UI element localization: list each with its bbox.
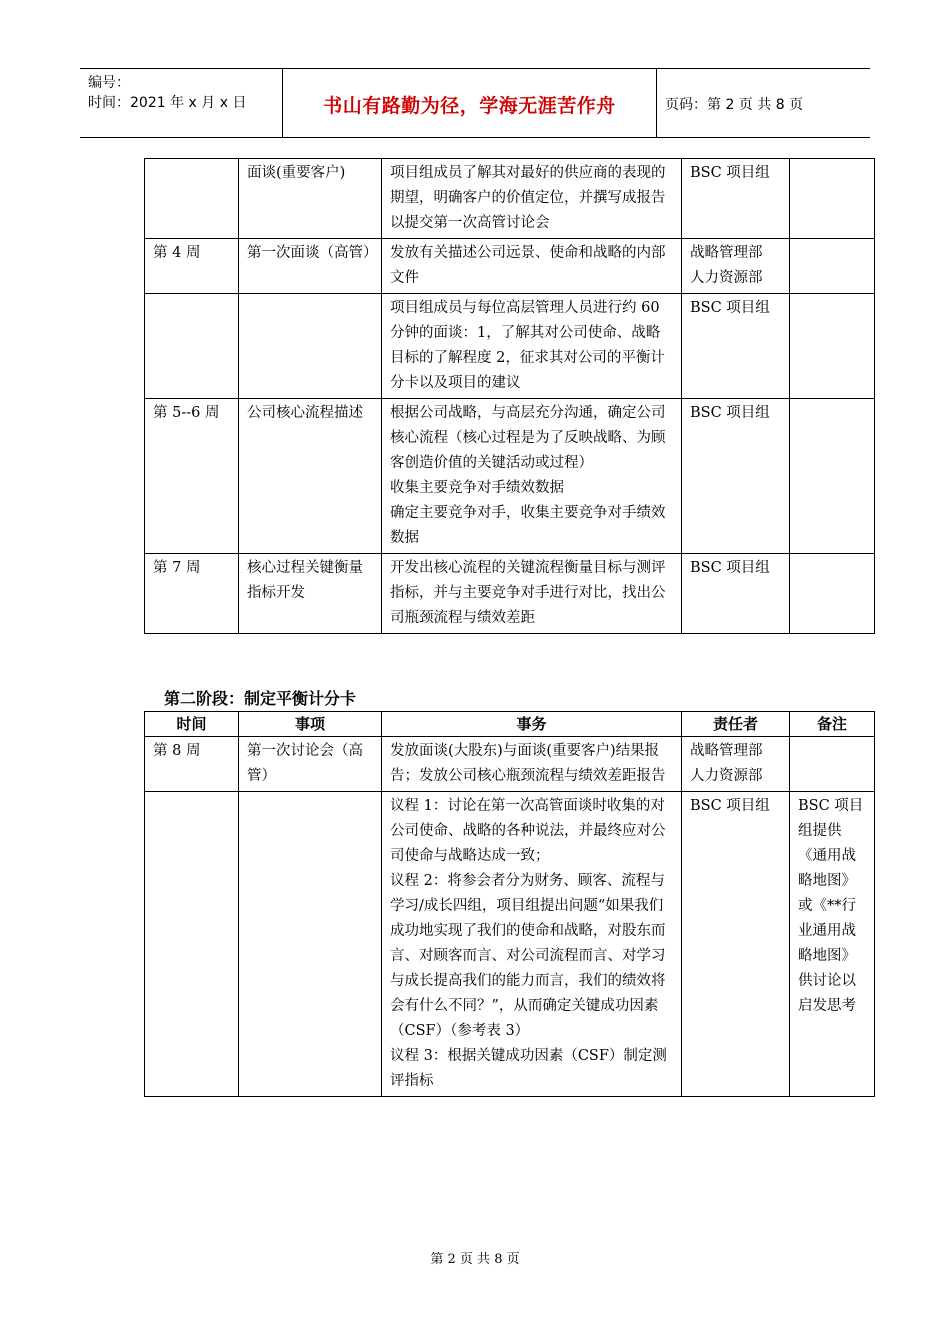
cell-time — [145, 792, 239, 1097]
header-owner: 责任者 — [682, 712, 790, 737]
header-note: 备注 — [790, 712, 875, 737]
header-item: 事项 — [239, 712, 382, 737]
cell-note — [790, 737, 875, 792]
task-line: 议程 1：讨论在第一次高管面谈时收集的对公司使命、战略的各种说法，并最终应对公司使命与战略达成一致； — [390, 798, 666, 864]
cell-item — [239, 792, 382, 1097]
cell-item — [239, 294, 382, 399]
cell-time: 第 8 周 — [145, 737, 239, 792]
cell-item: 核心过程关键衡量指标开发 — [239, 554, 382, 634]
task-line: 发放有关描述公司远景、使命和战略的内部文件 — [390, 245, 666, 286]
cell-owner: BSC 项目组 — [682, 294, 790, 399]
cell-task — [382, 554, 682, 634]
task-line: 议程 3：根据关键成功因素（CSF）制定测评指标 — [390, 1048, 667, 1089]
header-divider — [656, 69, 657, 137]
cell-task — [382, 399, 682, 554]
task-line: 项目组成员与每位高层管理人员进行约 60 分钟的面谈：1，了解其对公司使命、战略目标的了解程度 2，征求其对公司的平衡计分卡以及项目的建议 — [390, 300, 665, 391]
table-row — [145, 792, 875, 1097]
cell-note: BSC 项目组提供《通用战略地图》或《**行业通用战略地图》供讨论以启发思考 — [790, 792, 875, 1097]
cell-task — [382, 294, 682, 399]
page-footer: 第 2 页 共 8 页 — [430, 1252, 520, 1267]
cell-note — [790, 239, 875, 294]
cell-task — [382, 737, 682, 792]
cell-time: 第 4 周 — [145, 239, 239, 294]
table-row — [145, 239, 875, 294]
cell-task — [382, 792, 682, 1097]
header-time: 时间 — [145, 712, 239, 737]
cell-owner: BSC 项目组 — [682, 399, 790, 554]
cell-owner: BSC 项目组 — [682, 159, 790, 239]
doc-number-label: 编号： — [88, 75, 130, 91]
task-line: 项目组成员了解其对最好的供应商的表现的期望，明确客户的价值定位，并撰写成报告以提交第一次高管讨论会 — [390, 165, 666, 231]
task-line: 根据公司战略，与高层充分沟通，确定公司核心流程（核心过程是为了反映战略、为顾客创造价值的关键活动或过程） — [390, 405, 666, 471]
page-number-label: 页码：第 2 页 共 8 页 — [665, 97, 804, 113]
page-header — [80, 68, 870, 138]
cell-item: 第一次面谈（高管） — [239, 239, 382, 294]
cell-owner: BSC 项目组 — [682, 792, 790, 1097]
table-row — [145, 737, 875, 792]
cell-task — [382, 239, 682, 294]
cell-time: 第 5--6 周 — [145, 399, 239, 554]
task-line: 发放面谈(大股东)与面谈(重要客户)结果报告；发放公司核心瓶颈流程与绩效差距报告 — [390, 743, 666, 784]
cell-note — [790, 399, 875, 554]
table-row — [145, 294, 875, 399]
cell-note — [790, 294, 875, 399]
schedule-table-1 — [144, 158, 875, 634]
schedule-table-2 — [144, 711, 875, 1097]
cell-time — [145, 294, 239, 399]
table-row — [145, 159, 875, 239]
task-line: 收集主要竞争对手绩效数据 — [390, 480, 564, 496]
task-line: 议程 2：将参会者分为财务、顾客、流程与学习/成长四组，项目组提出问题“如果我们成功地实现了我们的使命和战略，对股东而言、对顾客而言、对公司流程而言、对学习与成长提高我们的能力而言，我们的绩效将会有什么不同？”，从而确定关键成功因素（CSF）（参考表 3） — [390, 873, 666, 1039]
cell-item: 第一次讨论会（高管） — [239, 737, 382, 792]
cell-note — [790, 159, 875, 239]
cell-owner: BSC 项目组 — [682, 554, 790, 634]
section-title: 第二阶段：制定平衡计分卡 — [164, 689, 357, 708]
cell-time — [145, 159, 239, 239]
table-header-row — [145, 712, 875, 737]
header-motto: 书山有路勤为径，学海无涯苦作舟 — [323, 95, 616, 117]
cell-item: 公司核心流程描述 — [239, 399, 382, 554]
cell-item: 面谈(重要客户) — [239, 159, 382, 239]
date-label: 时间：2021 年 x 月 x 日 — [88, 95, 247, 111]
table-row — [145, 399, 875, 554]
task-line: 确定主要竞争对手，收集主要竞争对手绩效数据 — [390, 505, 666, 546]
task-line: 开发出核心流程的关键流程衡量目标与测评指标，并与主要竞争对手进行对比，找出公司瓶颈流程与绩效差距 — [390, 560, 666, 626]
table-row — [145, 554, 875, 634]
cell-note — [790, 554, 875, 634]
cell-time: 第 7 周 — [145, 554, 239, 634]
header-left — [88, 73, 246, 113]
header-task: 事务 — [382, 712, 682, 737]
cell-owner: 战略管理部 人力资源部 — [682, 239, 790, 294]
cell-task — [382, 159, 682, 239]
cell-owner: 战略管理部 人力资源部 — [682, 737, 790, 792]
